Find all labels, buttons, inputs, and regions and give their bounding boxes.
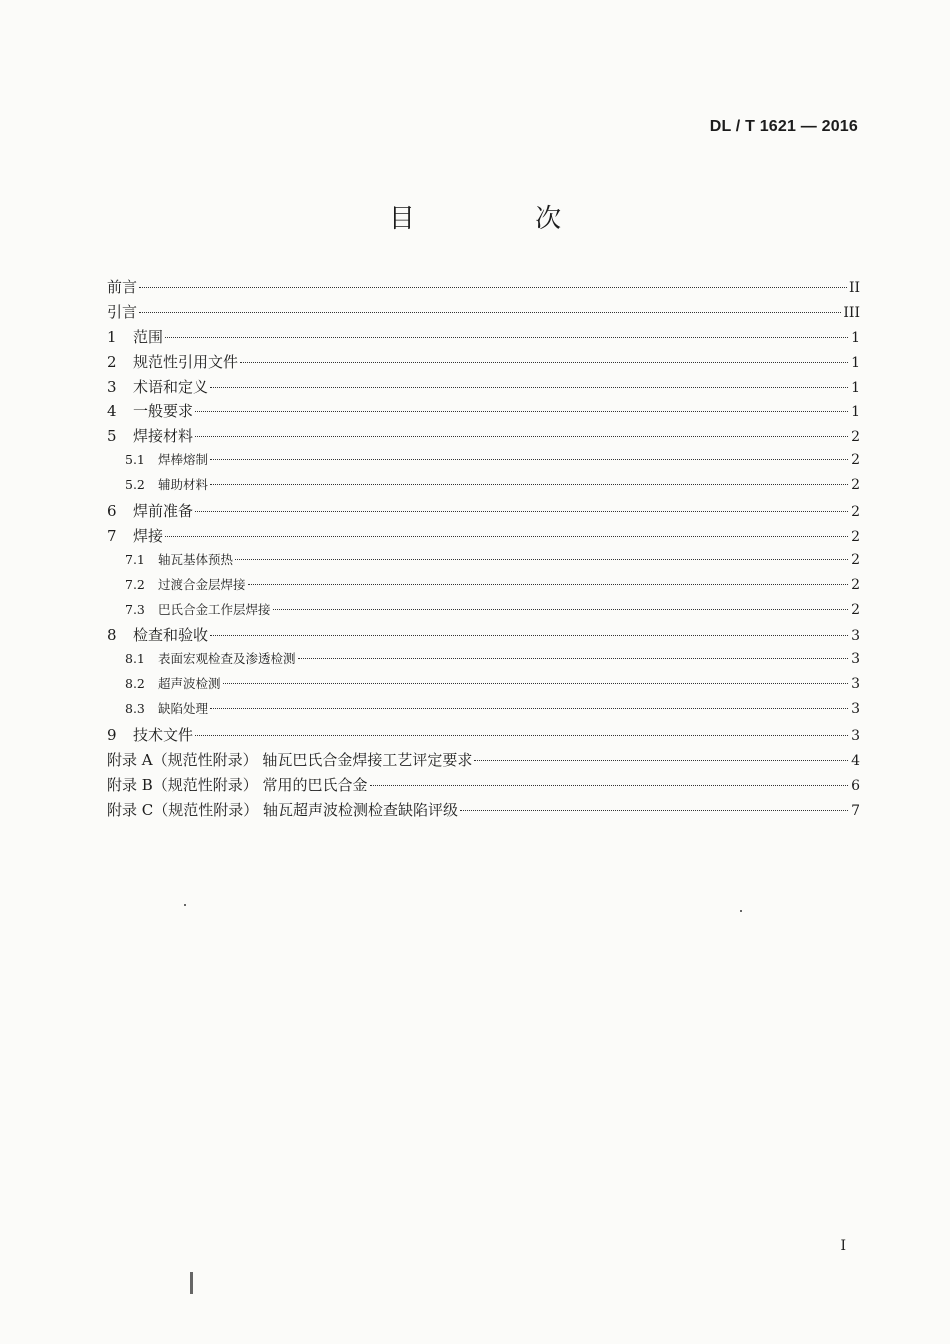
- dot-leader: [210, 387, 848, 388]
- toc-entry[interactable]: [107, 500, 860, 525]
- toc-entry-page: 2: [851, 576, 860, 593]
- dot-leader: [370, 785, 848, 786]
- toc-entry-page: 1: [851, 354, 860, 371]
- toc-entry[interactable]: [107, 674, 860, 699]
- toc-entry-title: 一般要求: [133, 402, 194, 421]
- toc-entry-title: 附录 A（规范性附录） 轴瓦巴氏合金焊接工艺评定要求: [107, 750, 473, 769]
- toc-entry[interactable]: [107, 425, 860, 450]
- toc-entry-page: 2: [851, 429, 860, 446]
- toc-entry-title: 超声波检测: [158, 676, 221, 692]
- dot-leader: [195, 411, 848, 412]
- toc-entry[interactable]: [107, 475, 860, 500]
- toc-entry-number: 2: [107, 352, 117, 371]
- toc-entry-title: 范围: [133, 327, 164, 346]
- toc-entry-title: 前言: [107, 278, 138, 296]
- toc-entry-number: 8.3: [125, 701, 145, 717]
- toc-entry-number: 7: [107, 526, 117, 545]
- toc-entry-number: 7.3: [125, 601, 145, 617]
- toc-entry-number: 5: [107, 427, 117, 446]
- toc-entry-number: 8: [107, 626, 117, 645]
- standard-code: DL / T 1621 — 2016: [709, 118, 858, 135]
- toc-entry[interactable]: [107, 400, 860, 425]
- toc-entry-title: 焊接: [133, 526, 164, 545]
- toc-entry-page: 3: [851, 628, 860, 645]
- toc-entry-title: 附录 B（规范性附录） 常用的巴氏合金: [107, 775, 368, 794]
- toc-entry-title: 引言: [107, 302, 138, 321]
- toc-entry-title: 规范性引用文件: [133, 352, 239, 371]
- toc-entry-page: 2: [851, 601, 860, 618]
- toc-entry-number: 8.2: [125, 676, 145, 692]
- toc-entry-title: 焊接材料: [133, 427, 194, 446]
- table-of-contents: [107, 276, 860, 824]
- toc-entry-title: 表面宏观检查及渗透检测: [158, 651, 296, 667]
- toc-entry-number: 7.1: [125, 551, 145, 567]
- toc-entry-page: 7: [851, 802, 860, 819]
- toc-entry-page: 3: [851, 728, 860, 745]
- toc-entry[interactable]: [107, 799, 860, 824]
- toc-entry[interactable]: [107, 724, 860, 749]
- dot-leader: [240, 362, 848, 363]
- dot-leader: [165, 536, 848, 537]
- toc-entry-page: 3: [851, 701, 860, 718]
- toc-entry-number: 5.1: [125, 452, 145, 468]
- scan-speck: [740, 910, 742, 912]
- toc-entry-page: 4: [851, 752, 860, 769]
- toc-entry-page: 3: [851, 651, 860, 668]
- toc-entry-number: 8.1: [125, 651, 145, 667]
- toc-entry-title: 检查和验收: [133, 626, 209, 645]
- dot-leader: [474, 760, 848, 761]
- toc-entry-title: 巴氏合金工作层焊接: [158, 601, 271, 617]
- dot-leader: [165, 337, 848, 338]
- dot-leader: [273, 609, 848, 610]
- toc-entry-page: 6: [851, 777, 860, 794]
- toc-entry-page: 1: [851, 404, 860, 421]
- scan-speck: [184, 904, 186, 906]
- toc-entry[interactable]: [107, 525, 860, 550]
- toc-entry-page: 2: [851, 504, 860, 521]
- dot-leader: [223, 683, 848, 684]
- toc-entry[interactable]: [107, 575, 860, 600]
- toc-entry-title: 术语和定义: [133, 377, 209, 396]
- toc-entry-number: 7.2: [125, 576, 145, 592]
- dot-leader: [248, 584, 848, 585]
- dot-leader: [195, 436, 848, 437]
- toc-entry-page: 2: [851, 528, 860, 545]
- toc-entry-number: 1: [107, 327, 117, 346]
- toc-entry-number: 5.2: [125, 477, 145, 493]
- toc-entry-number: 6: [107, 502, 117, 521]
- toc-entry-title: 轴瓦基体预热: [158, 551, 234, 567]
- dot-leader: [195, 735, 848, 736]
- toc-entry[interactable]: [107, 550, 860, 575]
- dot-leader: [210, 484, 848, 485]
- toc-entry[interactable]: [107, 699, 860, 724]
- toc-entry-title: 缺陷处理: [158, 701, 209, 717]
- dot-leader: [139, 287, 847, 288]
- toc-entry-title: 焊棒熔制: [158, 452, 209, 468]
- dot-leader: [460, 810, 848, 811]
- toc-entry-number: 4: [107, 402, 117, 421]
- toc-entry-number: 3: [107, 377, 117, 396]
- toc-entry-title: 焊前准备: [133, 502, 194, 521]
- dot-leader: [210, 459, 848, 460]
- dot-leader: [235, 559, 848, 560]
- toc-entry[interactable]: [107, 326, 860, 351]
- toc-entry-page: 2: [851, 551, 860, 568]
- toc-entry-page: 1: [851, 329, 860, 346]
- toc-entry[interactable]: [107, 351, 860, 376]
- toc-entry[interactable]: [107, 301, 860, 326]
- toc-entry-title: 过渡合金层焊接: [158, 576, 246, 592]
- toc-entry-page: 1: [851, 379, 860, 396]
- toc-entry[interactable]: [107, 376, 860, 401]
- toc-entry-title: 技术文件: [133, 726, 194, 745]
- toc-entry[interactable]: [107, 450, 860, 475]
- toc-entry[interactable]: [107, 624, 860, 649]
- toc-entry-number: 9: [107, 726, 117, 745]
- toc-entry-page: 3: [851, 676, 860, 693]
- toc-entry-page: II: [848, 280, 860, 296]
- toc-entry-page: III: [843, 304, 860, 321]
- scan-mark: [190, 1272, 193, 1294]
- page-title: 目 次: [388, 204, 618, 234]
- toc-entry-page: 2: [851, 452, 860, 469]
- toc-entry-title: 附录 C（规范性附录） 轴瓦超声波检测检查缺陷评级: [107, 800, 459, 819]
- toc-entry[interactable]: [107, 276, 860, 301]
- toc-entry[interactable]: [107, 649, 860, 674]
- dot-leader: [195, 511, 848, 512]
- toc-entry[interactable]: [107, 749, 860, 774]
- toc-entry-title: 辅助材料: [158, 477, 209, 493]
- dot-leader: [139, 312, 841, 313]
- toc-entry[interactable]: [107, 774, 860, 799]
- toc-entry-page: 2: [851, 477, 860, 494]
- page-number: I: [840, 1238, 846, 1254]
- dot-leader: [210, 635, 848, 636]
- dot-leader: [298, 658, 848, 659]
- toc-entry[interactable]: [107, 600, 860, 625]
- dot-leader: [210, 708, 848, 709]
